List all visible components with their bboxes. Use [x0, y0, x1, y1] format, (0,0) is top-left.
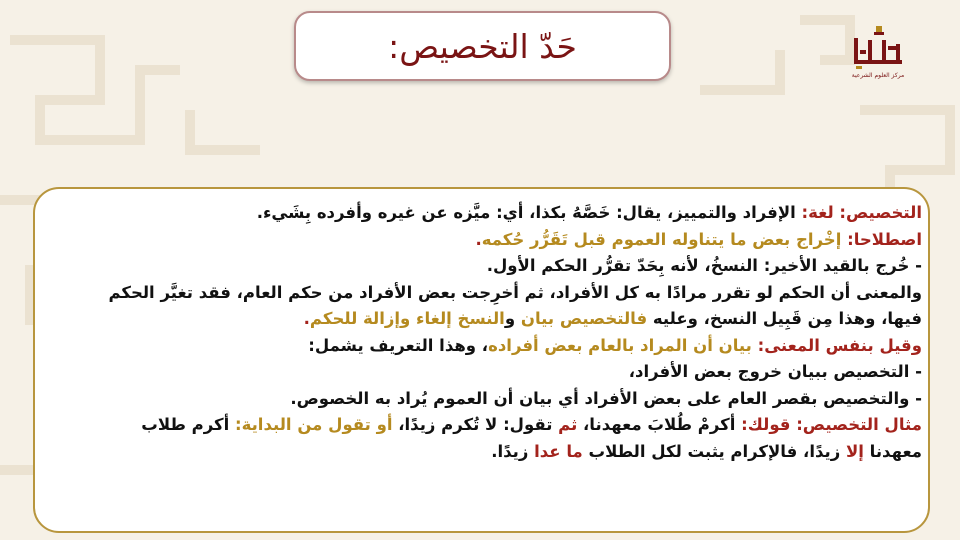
text: زيدًا. [491, 441, 535, 461]
text: . [475, 229, 482, 249]
text: - خُرج بالقيد الأخير: النسخُ، لأنه بِحَدّ تقرُّر الحكم الأول. [486, 256, 922, 275]
text: فيها، وهذا مِن قَبِيل النسخ، وعليه [647, 309, 922, 328]
definition-text [44, 200, 922, 465]
text: النسخ إلغاء وإزالة للحكم [309, 309, 505, 328]
term-example: مثال التخصيص: قولك: [741, 415, 922, 434]
logo-mark-icon [848, 26, 908, 70]
term-alternative: وقيل بنفس المعنى: [757, 335, 922, 355]
logo-subtitle: مركز العلوم الشرعية [851, 72, 905, 79]
text: الإفراد والتمييز، يقال: خَصَّهُ بكذا، أي: ميَّزه عن غيره وأفرده بِشَيء. [256, 203, 802, 222]
text: ثم [558, 415, 578, 434]
line-9 [44, 412, 922, 439]
term-linguistic: التخصيص: لغة: [801, 203, 922, 222]
text: - التخصيص ببيان خروج بعض الأفراد، [628, 362, 922, 381]
text: . [303, 309, 310, 328]
line-6 [44, 333, 922, 360]
text: و [504, 309, 521, 328]
text: والمعنى أن الحكم لو تقرر مرادًا به كل الأفراد، ثم أخرِجت بعض الأفراد من حكم العام، فقد تغيَّر الحكم [108, 282, 922, 302]
text: فالتخصيص بيان [520, 309, 648, 328]
text: إلا [845, 441, 864, 461]
technical-definition: إخْراج بعض ما يتناوله العموم قبل تَقَرُّر حُكمه [481, 229, 848, 249]
text: بيان أن المراد بالعام بعض أفراده [488, 335, 758, 355]
text: أو تقول من البداية: [235, 415, 393, 434]
text: معهدنا [863, 441, 922, 461]
text: ما عدا [534, 441, 583, 461]
line-8 [44, 386, 922, 413]
text: ، وهذا التعريف يشمل: [308, 335, 489, 355]
text: أكرمْ طُلابَ معهدنا، [577, 415, 742, 434]
text: - والتخصيص بقصر العام على بعض الأفراد أي بيان أن العموم يُراد به الخصوص. [290, 388, 922, 408]
text: أكرم طلاب [141, 415, 235, 434]
line-7 [44, 359, 922, 386]
line-2 [44, 227, 922, 254]
logo [848, 26, 908, 96]
term-technical: اصطلاحا: [847, 229, 922, 249]
text: تقول: لا تُكرم زيدًا، [392, 415, 559, 434]
title-box [294, 11, 671, 81]
line-5 [44, 306, 922, 333]
line-1 [44, 200, 922, 227]
line-4 [44, 280, 922, 307]
line-3 [44, 253, 922, 280]
text: زيدًا، فالإكرام يثبت لكل الطلاب [582, 441, 846, 461]
page-title: حَدّ التخصيص: [388, 26, 577, 66]
line-10 [44, 439, 922, 466]
